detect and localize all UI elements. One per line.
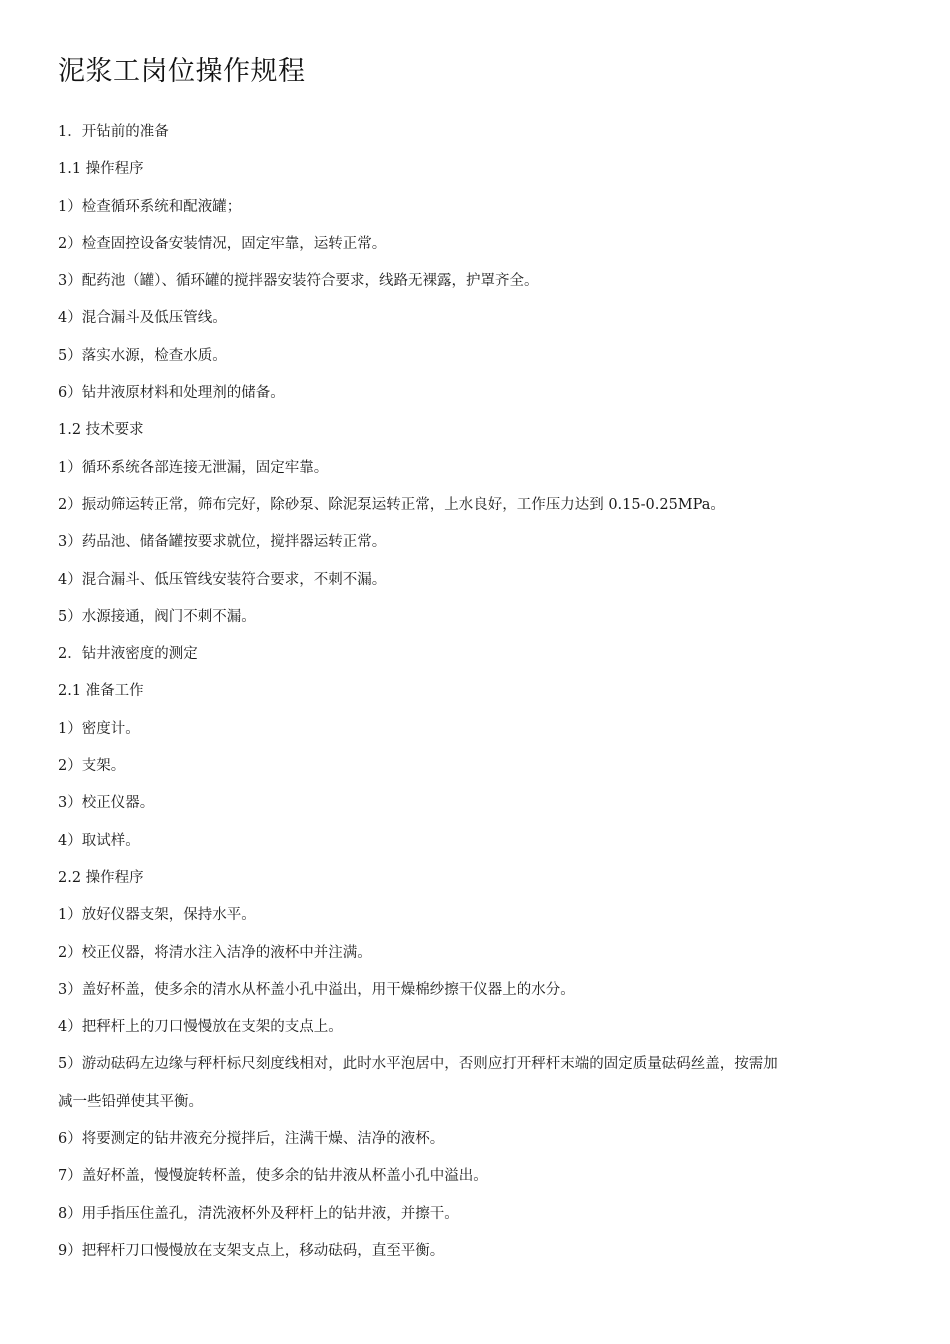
list-item: 4）混合漏斗、低压管线安装符合要求，不刺不漏。 xyxy=(58,571,387,588)
section-heading: 2．钻井液密度的测定 xyxy=(58,646,198,663)
list-item: 2）校正仪器，将清水注入洁净的液杯中并注满。 xyxy=(58,944,372,961)
list-item: 1）循环系统各部连接无泄漏，固定牢靠。 xyxy=(58,459,329,476)
subsection-heading: 2.2 操作程序 xyxy=(58,869,144,886)
subsection-heading: 1.2 技术要求 xyxy=(58,422,144,439)
list-item: 3）药品池、储备罐按要求就位，搅拌器运转正常。 xyxy=(58,534,387,551)
subsection-heading: 2.1 准备工作 xyxy=(58,683,144,700)
list-item-continuation: 减一些铅弹使其平衡。 xyxy=(58,1093,203,1110)
list-item: 2）支架。 xyxy=(58,758,126,775)
list-item: 8）用手指压住盖孔，清洗液杯外及秤杆上的钻井液，并擦干。 xyxy=(58,1205,459,1222)
list-item: 6）将要测定的钻井液充分搅拌后，注满干燥、洁净的液杯。 xyxy=(58,1131,445,1148)
list-item: 1）密度计。 xyxy=(58,720,140,737)
list-item: 3）校正仪器。 xyxy=(58,795,155,812)
list-item: 3）配药池（罐）、循环罐的搅拌器安装符合要求，线路无裸露，护罩齐全。 xyxy=(58,273,539,290)
list-item: 3）盖好杯盖，使多余的清水从杯盖小孔中溢出，用干燥棉纱擦干仪器上的水分。 xyxy=(58,981,575,998)
list-item: 4）把秤杆上的刀口慢慢放在支架的支点上。 xyxy=(58,1019,343,1036)
document-title: 泥浆工岗位操作规程 xyxy=(58,56,306,87)
list-item: 7）盖好杯盖，慢慢旋转杯盖，使多余的钻井液从杯盖小孔中溢出。 xyxy=(58,1168,488,1185)
list-item: 9）把秤杆刀口慢慢放在支架支点上，移动砝码，直至平衡。 xyxy=(58,1242,445,1259)
list-item: 2）振动筛运转正常，筛布完好，除砂泵、除泥泵运转正常，上水良好，工作压力达到 0.15-0.25MPa。 xyxy=(58,496,725,513)
list-item: 2）检查固控设备安装情况，固定牢靠，运转正常。 xyxy=(58,235,387,252)
list-item: 5）水源接通，阀门不刺不漏。 xyxy=(58,608,256,625)
subsection-heading: 1.1 操作程序 xyxy=(58,161,144,178)
list-item: 5）落实水源，检查水质。 xyxy=(58,347,227,364)
list-item: 4）混合漏斗及低压管线。 xyxy=(58,310,227,327)
list-item: 1）检查循环系统和配液罐； xyxy=(58,198,242,215)
document-body xyxy=(58,114,892,1270)
list-item: 6）钻井液原材料和处理剂的储备。 xyxy=(58,385,285,402)
list-item: 5）游动砝码左边缘与秤杆标尺刻度线相对，此时水平泡居中，否则应打开秤杆末端的固定质量砝码丝盖，按需加 xyxy=(58,1056,778,1073)
list-item: 1）放好仪器支架，保持水平。 xyxy=(58,907,256,924)
list-item: 4）取试样。 xyxy=(58,832,140,849)
section-heading: 1．开钻前的准备 xyxy=(58,124,169,140)
